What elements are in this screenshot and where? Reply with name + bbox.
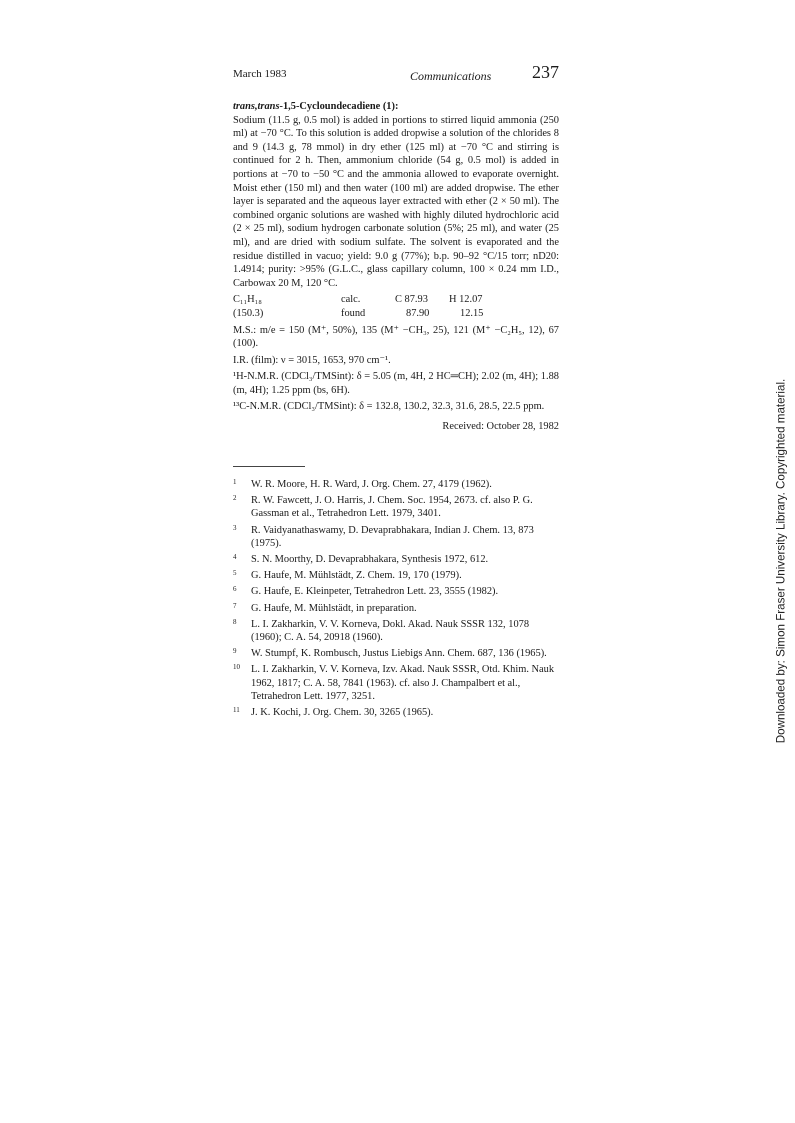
calc-hydrogen: H 12.07 — [449, 294, 483, 306]
carbon-nmr: ¹³C-N.M.R. (CDCl₃/TMSint): δ = 132.8, 130.2, 32.3, 31.6, 28.5, 22.5 ppm. — [233, 401, 545, 413]
reference-item — [233, 494, 559, 520]
reference-text: L. I. Zakharkin, V. V. Korneva, Dokl. Akad. Nauk SSSR 132, 1078 (1960); C. A. 54, 20918 (1960). — [251, 618, 530, 644]
reference-number: 10 — [233, 663, 240, 672]
reference-text: R. Vaidyanathaswamy, D. Devaprabhakara, Indian J. Chem. 13, 873 (1975). — [251, 524, 534, 549]
proton-nmr: ¹H-N.M.R. (CDCl₃/TMSint): δ = 5.05 (m, 4H, 2 HC═CH); 2.02 (m, 4H); 1.88 (m, 4H); 1.25 ppm (bs, 6H). — [233, 371, 559, 396]
reference-number: 2 — [233, 494, 237, 503]
experimental-section — [233, 100, 559, 434]
reference-item — [233, 524, 559, 550]
reference-text: J. K. Kochi, J. Org. Chem. 30, 3265 (1965). — [251, 707, 434, 719]
reference-text: L. I. Zakharkin, V. V. Korneva, Izv. Akad. Nauk SSSR, Otd. Khim. Nauk 1962, 1817; C. A. 58, 7841 (1963). cf. also J. Champalbert et al., Tetrahedron Lett. 1977, 3251. — [251, 664, 555, 702]
reference-item — [233, 647, 559, 660]
footnote-divider — [233, 466, 305, 467]
reference-number: 11 — [233, 706, 240, 715]
reference-number: 4 — [233, 553, 237, 562]
reference-text: G. Haufe, M. Mühlstädt, in preparation. — [251, 602, 417, 614]
reference-item — [233, 478, 559, 491]
reference-text: W. Stumpf, K. Rombusch, Justus Liebigs Ann. Chem. 687, 136 (1965). — [251, 648, 547, 660]
compound-title-rest: 1,5-Cycloundecadiene (1): — [282, 101, 399, 112]
reference-number: 7 — [233, 601, 237, 610]
reference-number: 6 — [233, 585, 237, 594]
mass-spec: M.S.: m/e = 150 (M⁺, 50%), 135 (M⁺ −CH₃, 25), 121 (M⁺ −C₂H₅, 12), 67 (100). — [233, 324, 559, 350]
download-notice-text: Downloaded by: Simon Fraser University Library. Copyrighted material. — [774, 378, 788, 744]
reference-text: R. W. Fawcett, J. O. Harris, J. Chem. Soc. 1954, 2673. cf. also P. G. Gassman et al., Tetrahedron Lett. 1979, 3401. — [251, 495, 533, 520]
reference-text: G. Haufe, M. Mühlstädt, Z. Chem. 19, 170 (1979). — [251, 570, 462, 582]
page-header — [233, 64, 559, 86]
found-carbon: 87.90 — [406, 307, 430, 319]
reference-item — [233, 602, 559, 615]
reference-item — [233, 706, 559, 719]
issue-date: March 1983 — [233, 68, 287, 80]
reference-item — [233, 663, 559, 703]
calc-label: calc. — [341, 294, 361, 306]
reference-item — [233, 585, 559, 598]
received-date: Received: October 28, 1982 — [442, 421, 559, 433]
compound-title — [233, 100, 559, 114]
procedure-text: Sodium (11.5 g, 0.5 mol) is added in portions to stirred liquid ammonia (250 ml) at −70 °C. To this solution is added dropwise a solution of the chlorides 8 and 9 (14.3 g, 78 mmol) in dry ether (125 ml) at −70 °C and stirring is continued for 2 h. Then, ammonium chloride (54 g, 0.5 mol) is added in portions at −70 to −50 °C and the ammonia allowed to evaporate overnight. Moist ether (150 ml) and then water (100 ml) are added dropwise. The ether layer is separated and the aqueous layer extracted with ether (2 × 50 ml). The combined organic solutions are washed with highly diluted hydrochloric acid (2 × 25 ml), sodium hydrogen carbonate solution (5%; 25 ml), and water (25 ml), and are dried with sodium sulfate. The solvent is evaporated and the residue distilled in vacuo; yield: 9.0 g (77%); b.p. 90–92 °C/15 torr; nD20: 1.4914; purity: >95% (G.L.C., glass capillary column, 100 × 0.24 mm I.D., Carbowax 20 M, 120 °C. — [233, 114, 559, 289]
reference-number: 5 — [233, 569, 237, 578]
page-number: 237 — [532, 62, 559, 82]
found-label: found — [341, 307, 366, 319]
reference-text: W. R. Moore, H. R. Ward, J. Org. Chem. 27, 4179 (1962). — [251, 479, 492, 490]
reference-item — [233, 569, 559, 582]
reference-number: 1 — [233, 478, 237, 486]
reference-item — [233, 553, 559, 566]
molecular-formula: C₁₁H₁₈ — [233, 294, 262, 306]
compound-title-prefix: trans,trans- — [233, 101, 283, 112]
calc-carbon: C 87.93 — [395, 294, 428, 306]
molecular-weight: (150.3) — [233, 307, 264, 319]
reference-text: G. Haufe, E. Kleinpeter, Tetrahedron Lett. 23, 3555 (1982). — [251, 586, 499, 598]
reference-list — [233, 478, 559, 722]
reference-number: 8 — [233, 617, 237, 626]
reference-text: S. N. Moorthy, D. Devaprabhakara, Synthesis 1972, 612. — [251, 554, 489, 566]
found-hydrogen: 12.15 — [460, 307, 484, 319]
ir-spectrum: I.R. (film): ν = 3015, 1653, 970 cm⁻¹. — [233, 354, 391, 366]
section-title: Communications — [410, 69, 492, 83]
reference-number: 3 — [233, 523, 237, 532]
reference-item — [233, 618, 559, 644]
reference-number: 9 — [233, 647, 237, 656]
elemental-analysis — [233, 293, 559, 320]
